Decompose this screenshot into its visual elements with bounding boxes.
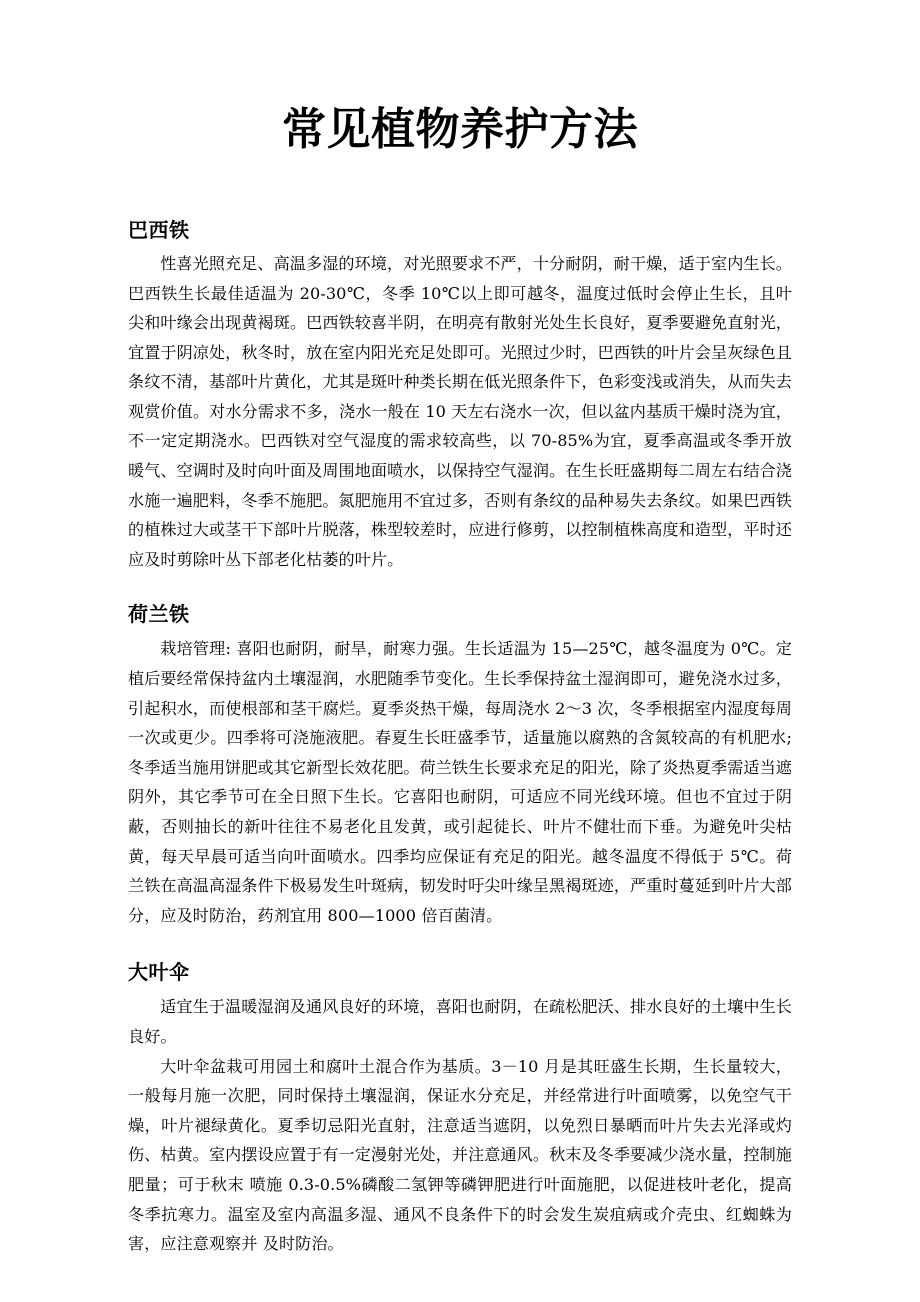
section-heading-dys: 大叶伞 [128, 960, 190, 985]
section-paragraph: 栽培管理: 喜阳也耐阴，耐旱，耐寒力强。生长适温为 15—25℃，越冬温度为 0℃。定植后要经常保持盆内土壤湿润，水肥随季节变化。生长季保持盆土湿润即可，避免浇水过多，引起积水，而使根部和茎干腐烂。夏季炎热干燥，每周浇水 2～3 次，冬季根据室内湿度每周一次或更少。四季将可浇施液肥。春夏生长旺盛季节，适量施以腐熟的含氮较高的有机肥水; 冬季适当施用饼肥或其它新型长效花肥。荷兰铁生长要求充足的阳光，除了炎热夏季需适当遮阴外，其它季节可在全日照下生长。它喜阳也耐阴，可适应不同光线环境。但也不宜过于阴蔽，否则抽长的新叶往往不易老化且发黄，或引起徒长、叶片不健壮而下垂。为避免叶尖枯黄，每天早晨可适当向叶面喷水。四季均应保证有充足的阳光。越冬温度不得低于 5℃。荷兰铁在高温高湿条件下极易发生叶斑病，韧发时吁尖叶缘呈黑褐斑迹，严重时蔓延到叶片大部分，应及时防治，药剂宜用 800—1000 倍百菌清。 [128, 639, 792, 925]
page-content-column [128, 0, 792, 1259]
section-hlt [128, 602, 792, 930]
section-paragraph: 大叶伞盆栽可用园土和腐叶土混合作为基质。3－10 月是其旺盛生长期，生长量较大，一般每月施一次肥，同时保持土壤湿润，保证水分充足，并经常进行叶面喷雾，以免空气干燥，叶片褪绿黄化。夏季切忌阳光直射，注意适当遮阴，以免烈日暴晒而叶片失去光泽或灼伤、枯黄。室内摆设应置于有一定漫射光处，并注意通风。秋末及冬季要减少浇水量，控制施肥量；可于秋末 喷施 0.3-0.5%磷酸二氢钾等磷钾肥进行叶面施肥，以促进枝叶老化，提高冬季抗寒力。温室及室内高温多湿、通风不良条件下的时会发生炭疽病或介壳虫、红蜘蛛为害，应注意观察并 及时防治。 [128, 1056, 792, 1254]
section-paragraph: 适宜生于温暖湿润及通风良好的环境，喜阳也耐阴，在疏松肥沃、排水良好的土壤中生长良好。 [128, 997, 792, 1046]
section-heading-bxt: 巴西铁 [128, 217, 190, 242]
section-dys [128, 960, 792, 1258]
section-paragraph: 性喜光照充足、高温多湿的环境，对光照要求不严，十分耐阴，耐干燥，适于室内生长。巴西铁生长最佳适温为 20-30℃，冬季 10℃以上即可越冬，温度过低时会停止生长，且叶尖和叶缘会出现黄褐斑。巴西铁较喜半阴，在明亮有散射光处生长良好，夏季要避免直射光，宜置于阴凉处，秋冬时，放在室内阳光充足处即可。光照过少时，巴西铁的叶片会呈灰绿色且条纹不清，基部叶片黄化，尤其是斑叶种类长期在低光照条件下，色彩变浅或消失，从而失去观赏价值。对水分需求不多，浇水一般在 10 天左右浇水一次，但以盆内基质干燥时浇为宜，不一定定期浇水。巴西铁对空气湿度的需求较高些，以 70-85%为宜，夏季高温或冬季开放暖气、空调时及时向叶面及周围地面喷水，以保持空气湿润。在生长旺盛期每二周左右结合浇水施一遍肥料，冬季不施肥。氮肥施用不宜过多，否则有条纹的品种易失去条纹。如果巴西铁的植株过大或茎干下部叶片脱落，株型较差时，应进行修剪，以控制植株高度和造型，平时还应及时剪除叶丛下部老化枯萎的叶片。 [128, 253, 792, 569]
section-bxt [128, 218, 792, 575]
section-heading-hlt: 荷兰铁 [128, 602, 190, 627]
page-title: 常见植物养护方法 [282, 104, 638, 155]
